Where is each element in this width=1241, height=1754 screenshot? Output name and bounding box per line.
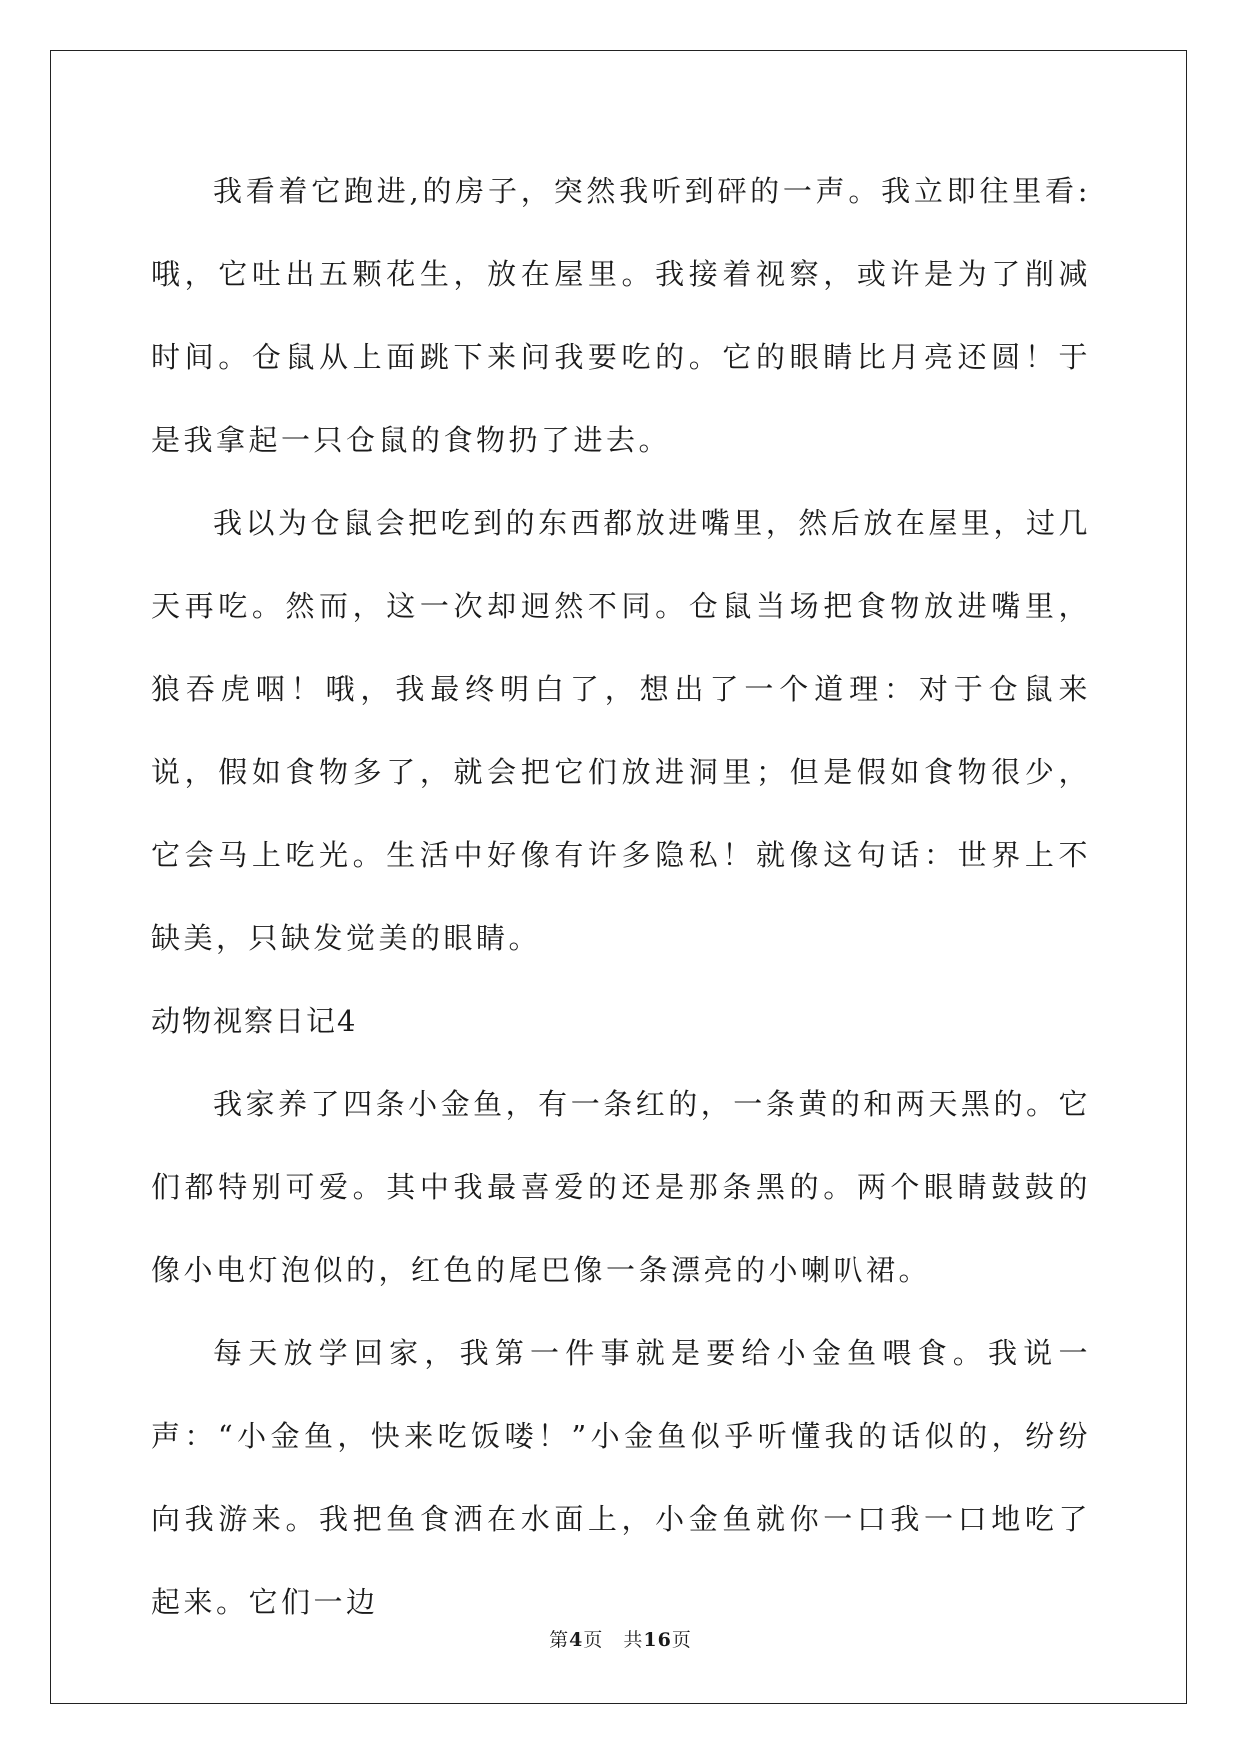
page-footer (0, 1625, 1241, 1652)
footer-page-suffix: 页 (583, 1629, 604, 1651)
paragraph: 我家养了四条小金鱼，有一条红的，一条黄的和两天黑的。它们都特别可爱。其中我最喜爱的还是那条黑的。两个眼睛鼓鼓的像小电灯泡似的，红色的尾巴像一条漂亮的小喇叭裙。 (151, 1087, 1091, 1287)
footer-total-prefix: 共 (623, 1629, 644, 1651)
document-body (151, 150, 1091, 1644)
section-heading: 动物视察日记4 (151, 1004, 358, 1038)
paragraph: 每天放学回家，我第一件事就是要给小金鱼喂食。我说一声：“小金鱼，快来吃饭喽！”小金鱼似乎听懂我的话似的，纷纷向我游来。我把鱼食洒在水面上，小金鱼就你一口我一口地吃了起来。它们一边 (151, 1336, 1091, 1619)
current-page-number: 4 (569, 1629, 584, 1651)
paragraph: 我看着它跑进,的房子，突然我听到砰的一声。我立即往里看:哦，它吐出五颗花生，放在屋里。我接着视察，或许是为了削减时间。仓鼠从上面跳下来问我要吃的。它的眼睛比月亮还圆！于是我拿起一只仓鼠的食物扔了进去。 (151, 174, 1091, 457)
footer-total-suffix: 页 (671, 1629, 692, 1651)
paragraph: 我以为仓鼠会把吃到的东西都放进嘴里，然后放在屋里，过几天再吃。然而，这一次却迥然不同。仓鼠当场把食物放进嘴里，狼吞虎咽！哦，我最终明白了，想出了一个道理：对于仓鼠来说，假如食物多了，就会把它们放进洞里；但是假如食物很少，它会马上吃光。生活中好像有许多隐私！就像这句话：世界上不缺美，只缺发觉美的眼睛。 (151, 506, 1091, 955)
total-page-number: 16 (643, 1629, 672, 1651)
footer-page-prefix: 第 (549, 1629, 570, 1651)
